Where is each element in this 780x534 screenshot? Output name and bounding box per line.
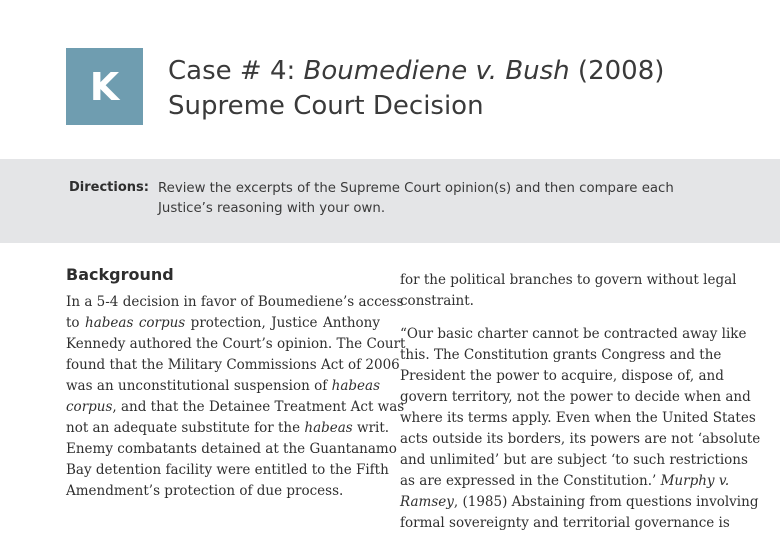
- page-title: [168, 54, 728, 124]
- background-paragraph: [66, 292, 406, 502]
- opinion-line: Ramsey, (1985) Abstaining from questions involving: [400, 494, 759, 510]
- opinion-line: where its terms apply. Even when the United States: [400, 410, 756, 426]
- title-suffix: (2008): [569, 56, 665, 86]
- background-line: Amendment’s protection of due process.: [66, 483, 344, 499]
- opinion-line: President the power to acquire, dispose of, and: [400, 368, 724, 384]
- title-case-name: Boumediene v. Bush: [303, 56, 570, 86]
- background-line: Enemy combatants detained at the Guantanamo: [66, 441, 397, 457]
- background-heading: Background: [66, 265, 174, 284]
- directions-label: Directions:: [69, 180, 149, 195]
- directions-text: Review the excerpts of the Supreme Court opinion(s) and then compare each Justice’s reasoning with your own.: [158, 181, 674, 216]
- opinion-line: “Our basic charter cannot be contracted away like: [400, 326, 747, 342]
- background-line: Bay detention facility were entitled to the Fifth: [66, 462, 389, 478]
- background-line: In a 5-4 decision in favor of Boumediene’s access: [66, 294, 404, 310]
- background-column: [66, 264, 406, 502]
- opinion-paragraph-1: [400, 270, 737, 312]
- background-line: found that the Military Commissions Act of 2006: [66, 357, 400, 373]
- background-line: was an unconstitutional suspension of habeas: [66, 378, 380, 394]
- title-line-2: Supreme Court Decision: [168, 91, 484, 121]
- opinion-line: for the political branches to govern without legal: [400, 272, 737, 288]
- background-line: corpus, and that the Detainee Treatment Act was: [66, 399, 405, 415]
- opinion-line: constraint.: [400, 293, 474, 309]
- opinion-line: as are expressed in the Constitution.’ Murphy v.: [400, 473, 730, 489]
- background-line: not an adequate substitute for the habeas writ.: [66, 420, 390, 436]
- opinion-line: formal sovereignty and territorial governance is: [400, 515, 730, 531]
- title-line-1: [168, 54, 728, 89]
- opinion-paragraph-2: [400, 324, 761, 534]
- opinion-line: this. The Constitution grants Congress and the: [400, 347, 722, 363]
- title-prefix: Case # 4:: [168, 56, 304, 86]
- opinion-column: [400, 270, 761, 534]
- directions-box: [0, 159, 780, 243]
- opinion-line: acts outside its borders, its powers are not ‘absolute: [400, 431, 761, 447]
- background-line: Kennedy authored the Court’s opinion. The Court: [66, 336, 406, 352]
- paragraph-gap: [400, 312, 714, 324]
- opinion-line: govern territory, not the power to decide when and: [400, 389, 751, 405]
- section-badge: [66, 48, 143, 125]
- background-line: to habeas corpus protection, Justice Anthony: [66, 315, 380, 331]
- opinion-line: and unlimited’ but are subject ‘to such restrictions: [400, 452, 748, 468]
- badge-letter: K: [89, 64, 120, 109]
